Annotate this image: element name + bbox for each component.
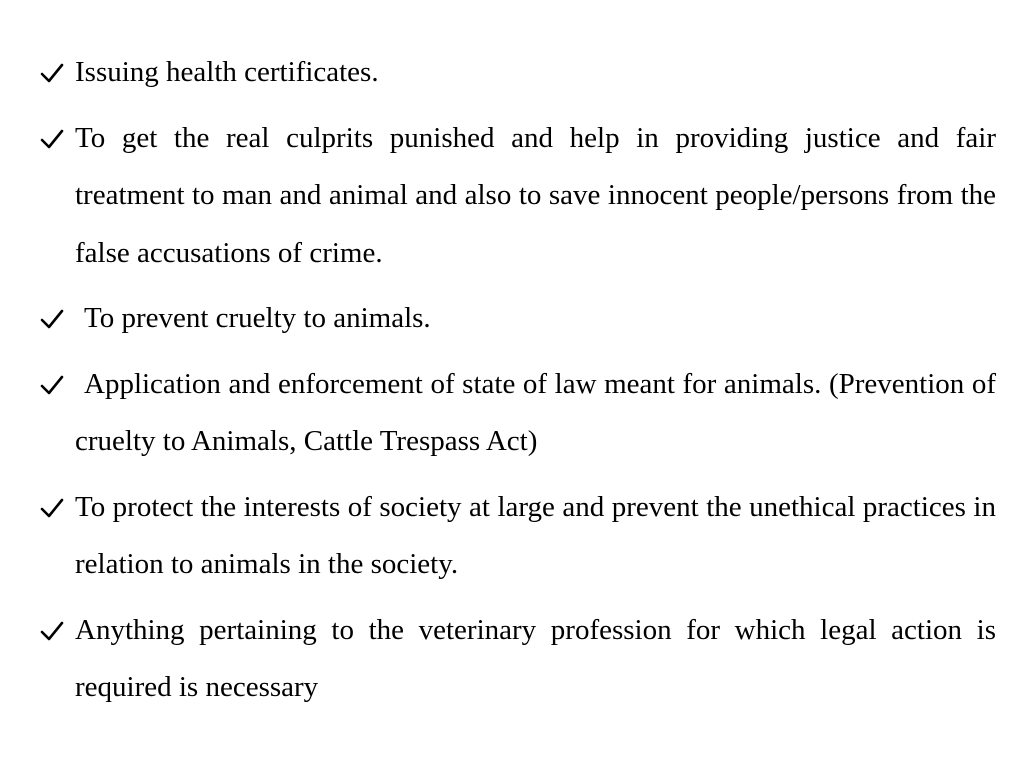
bullet-text: Anything pertaining to the veterinary profession for which legal action is required is necessary <box>75 613 996 703</box>
bullet-item-6 <box>40 602 996 717</box>
bullet-item-3 <box>40 290 996 348</box>
bullet-text: Issuing health certificates. <box>75 56 379 88</box>
bullet-text: To prevent cruelty to animals. <box>84 302 431 334</box>
bullet-text: To get the real culprits punished and help in providing justice and fair treatment to man and animal and also to save innocent people/persons from the false accusations of crime. <box>75 121 996 269</box>
bullet-text: Application and enforcement of state of law meant for animals. (Prevention of cruelty to Animals, Cattle Trespass Act) <box>75 367 996 457</box>
bullet-item-1 <box>40 44 996 102</box>
bullet-item-5 <box>40 479 996 594</box>
bullet-text: To protect the interests of society at large and prevent the unethical practices in relation to animals in the society. <box>75 490 996 580</box>
bullet-item-2 <box>40 110 996 283</box>
check-icon <box>40 62 64 84</box>
bullet-list <box>40 44 996 717</box>
check-icon <box>40 497 64 519</box>
check-icon <box>40 308 64 330</box>
bullet-item-4 <box>40 356 996 471</box>
check-icon <box>40 128 64 150</box>
check-icon <box>40 374 64 396</box>
check-icon <box>40 620 64 642</box>
